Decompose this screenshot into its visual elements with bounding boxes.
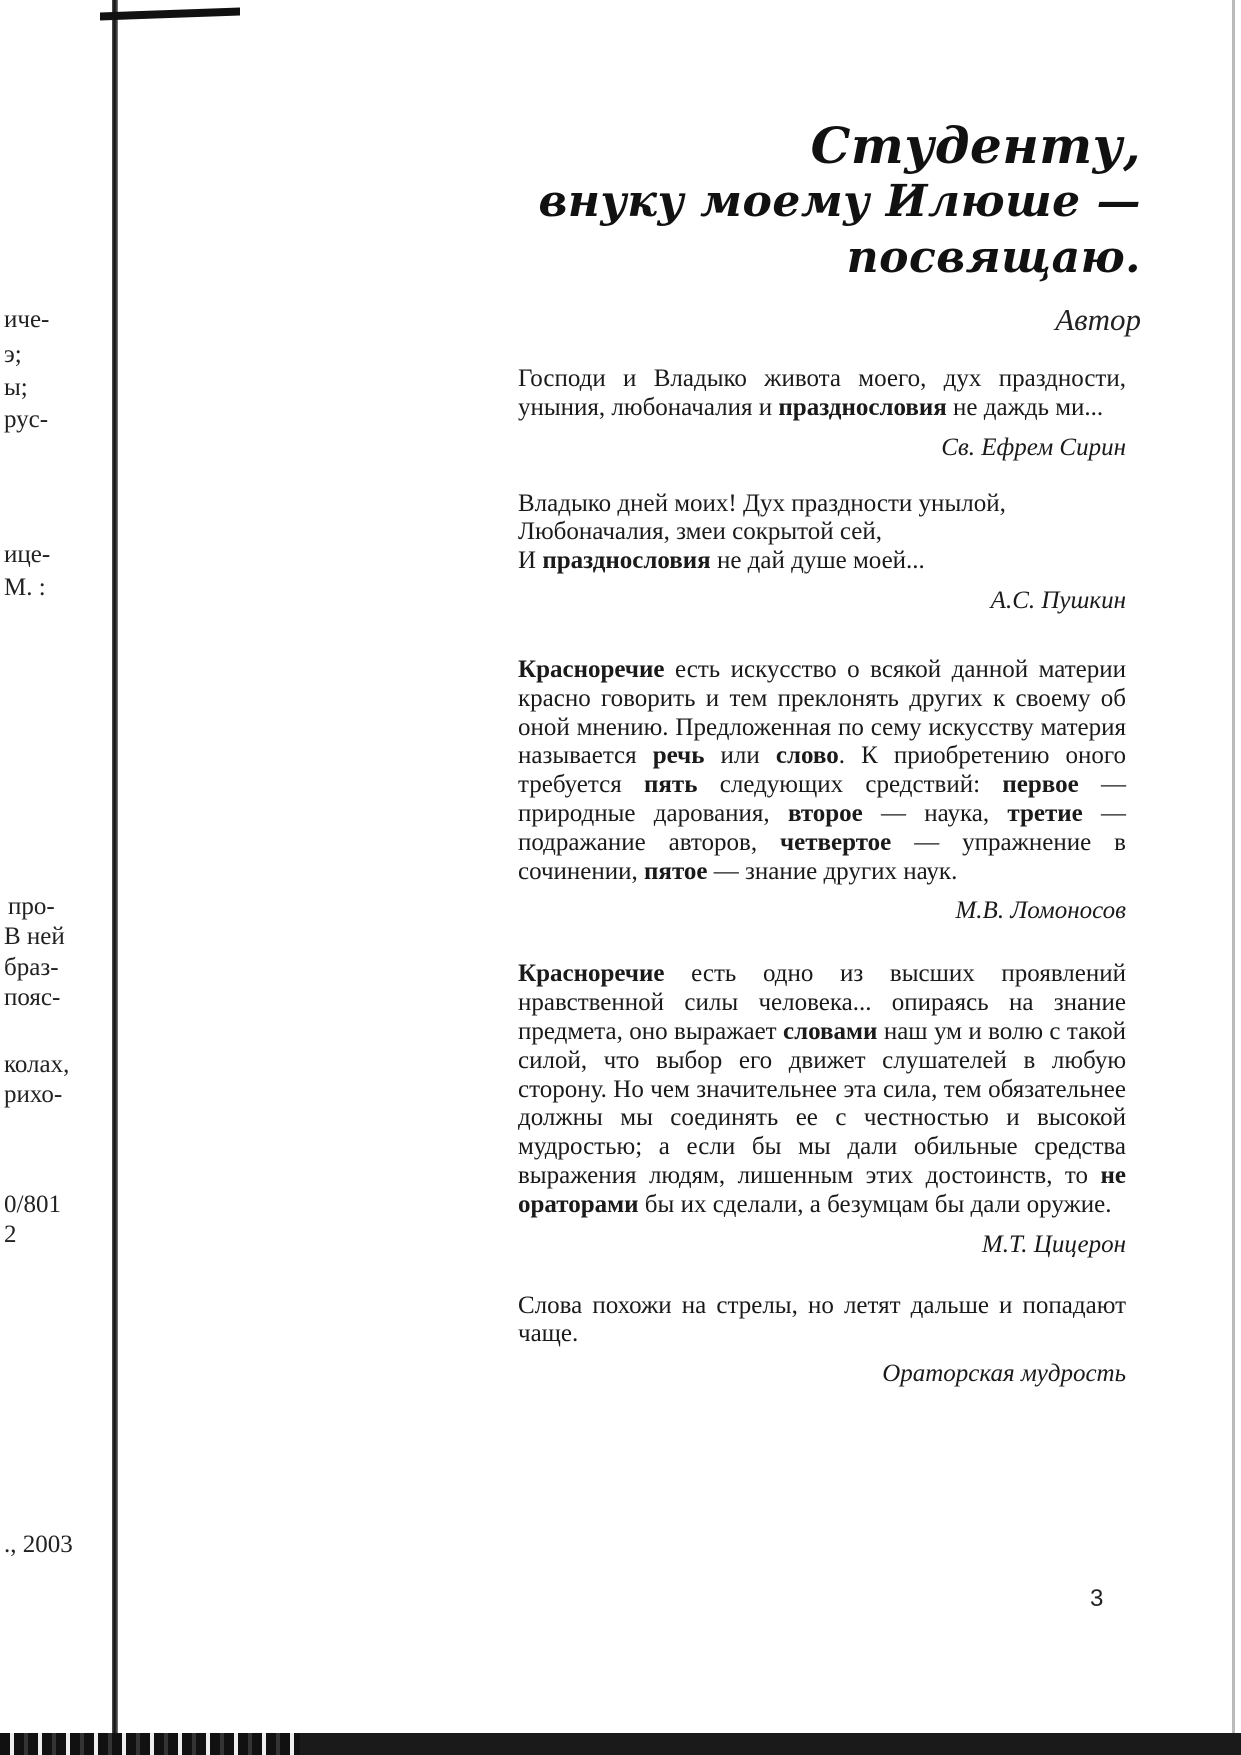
quote-segment: или (704, 742, 776, 770)
previous-page-fragment (0, 0, 118, 1755)
fragment-text: э; (4, 341, 22, 368)
quote-segment: — знание других наук. (707, 857, 958, 885)
fragment-text: ице- (4, 541, 51, 568)
quote-segment: — природные дарования, (518, 771, 1126, 827)
page-number: 3 (1090, 1585, 1104, 1612)
quote-block (518, 365, 1126, 463)
fragment-text: рус- (4, 406, 49, 433)
dedication-line: внуку моему Илюше — (538, 176, 1141, 227)
quote-segment: не дай душе моей... (710, 547, 925, 575)
quote-emphasis: Красноречие (518, 960, 665, 988)
quote-segment: следующих средствий: (697, 771, 1003, 799)
quote-attribution: Св. Ефрем Сирин (941, 433, 1126, 461)
quote-block (518, 1292, 1126, 1390)
quote-text (518, 656, 1126, 886)
dedication-author: Автор (1055, 302, 1141, 337)
page-edge (1232, 0, 1235, 1740)
quote-emphasis: словами (783, 1017, 878, 1045)
quote-segment: . К приобретению оного требуется (518, 742, 1127, 799)
quote-segment: И (518, 547, 543, 575)
quote-attribution: М.Т. Цицерон (981, 1230, 1126, 1258)
quote-emphasis: пятое (644, 857, 708, 885)
quote-emphasis: четвертое (780, 828, 892, 856)
quote-segment: — упражнение в сочинении, (518, 828, 1126, 885)
epigraph-quotes (518, 365, 1126, 1416)
dedication (538, 118, 1141, 340)
quote-segment: Господи и Владыко живота моего, дух праздности, уныния, любоначалия и (518, 365, 1126, 421)
fragment-text: 2 (4, 1221, 17, 1248)
quote-emphasis: празднословия (778, 393, 947, 421)
quote-segment: наш ум и волю с такой силой, что выбор его движет слушателей в любую сторону. Но чем значительнее эта сила, тем обязательнее должны мы соединять ее с честностью и высокой мудростью; а если бы мы дали обильные средства выражения людям, лишенным этих достоинств, то (518, 1017, 1127, 1189)
quote-emphasis: первое (1002, 771, 1079, 799)
quote-emphasis: слово (775, 742, 839, 770)
fragment-text: ы; (4, 374, 28, 401)
scan-edge-top (100, 8, 240, 21)
fragment-text: М. : (4, 574, 46, 601)
quote-segment: — подражание авторов, (518, 799, 1126, 856)
quote-segment: не даждь ми... (946, 393, 1104, 421)
quote-text (518, 1292, 1126, 1350)
quote-block (518, 490, 1126, 616)
dedication-line: Студенту, (810, 116, 1141, 175)
quote-emphasis: не ораторами (518, 1161, 1126, 1218)
quote-emphasis: празднословия (542, 547, 711, 575)
fragment-text: рихо- (4, 1081, 63, 1108)
fragment-text: В ней (4, 923, 65, 950)
quote-text (518, 490, 1126, 576)
fragment-text: про- (8, 893, 55, 920)
dedication-line: посвящаю. (846, 232, 1141, 283)
quote-segment: есть одно из высших проявлений нравственной силы человека... опираясь на знание предмета, оно выражает (518, 960, 1126, 1045)
fragment-text: браз- (4, 954, 59, 981)
quote-text (518, 960, 1126, 1219)
fragment-text: колах, (4, 1051, 70, 1078)
verse-line: Любоначалия, змеи сокрытой сей, (518, 518, 883, 546)
quote-text (518, 365, 1126, 423)
quote-emphasis: Красноречие (518, 655, 665, 683)
fragment-text: ., 2003 (4, 1531, 73, 1558)
quote-emphasis: речь (652, 742, 705, 770)
quote-attribution: А.С. Пушкин (990, 586, 1126, 614)
fragment-text: 0/801 (4, 1191, 61, 1218)
book-spine (112, 0, 118, 1740)
quote-segment: Слова похожи на стрелы, но летят дальше и попадают чаще. (518, 1291, 1126, 1348)
quote-emphasis: пять (644, 771, 698, 799)
quote-block (518, 656, 1126, 926)
verse-line: Владыко дней моих! Дух праздности унылой, (518, 489, 1006, 517)
quote-segment: бы их сделали, а безумцам бы дали оружие. (638, 1190, 1112, 1218)
quote-block (518, 960, 1126, 1259)
quote-emphasis: третие (1007, 799, 1083, 827)
scan-edge-bottom (0, 1733, 1241, 1755)
quote-attribution: Ораторская мудрость (882, 1360, 1126, 1388)
quote-emphasis: второе (787, 799, 863, 827)
quote-segment: есть искусство о всякой данной материи красно говорить и тем преклонять других к своему об оной мнению. Предложенная по сему искусству материя называется (518, 655, 1126, 770)
quote-attribution: М.В. Ломоносов (955, 897, 1126, 925)
fragment-text: пояс- (4, 984, 61, 1011)
quote-segment: — наука, (862, 799, 1008, 827)
fragment-text: иче- (4, 306, 50, 333)
